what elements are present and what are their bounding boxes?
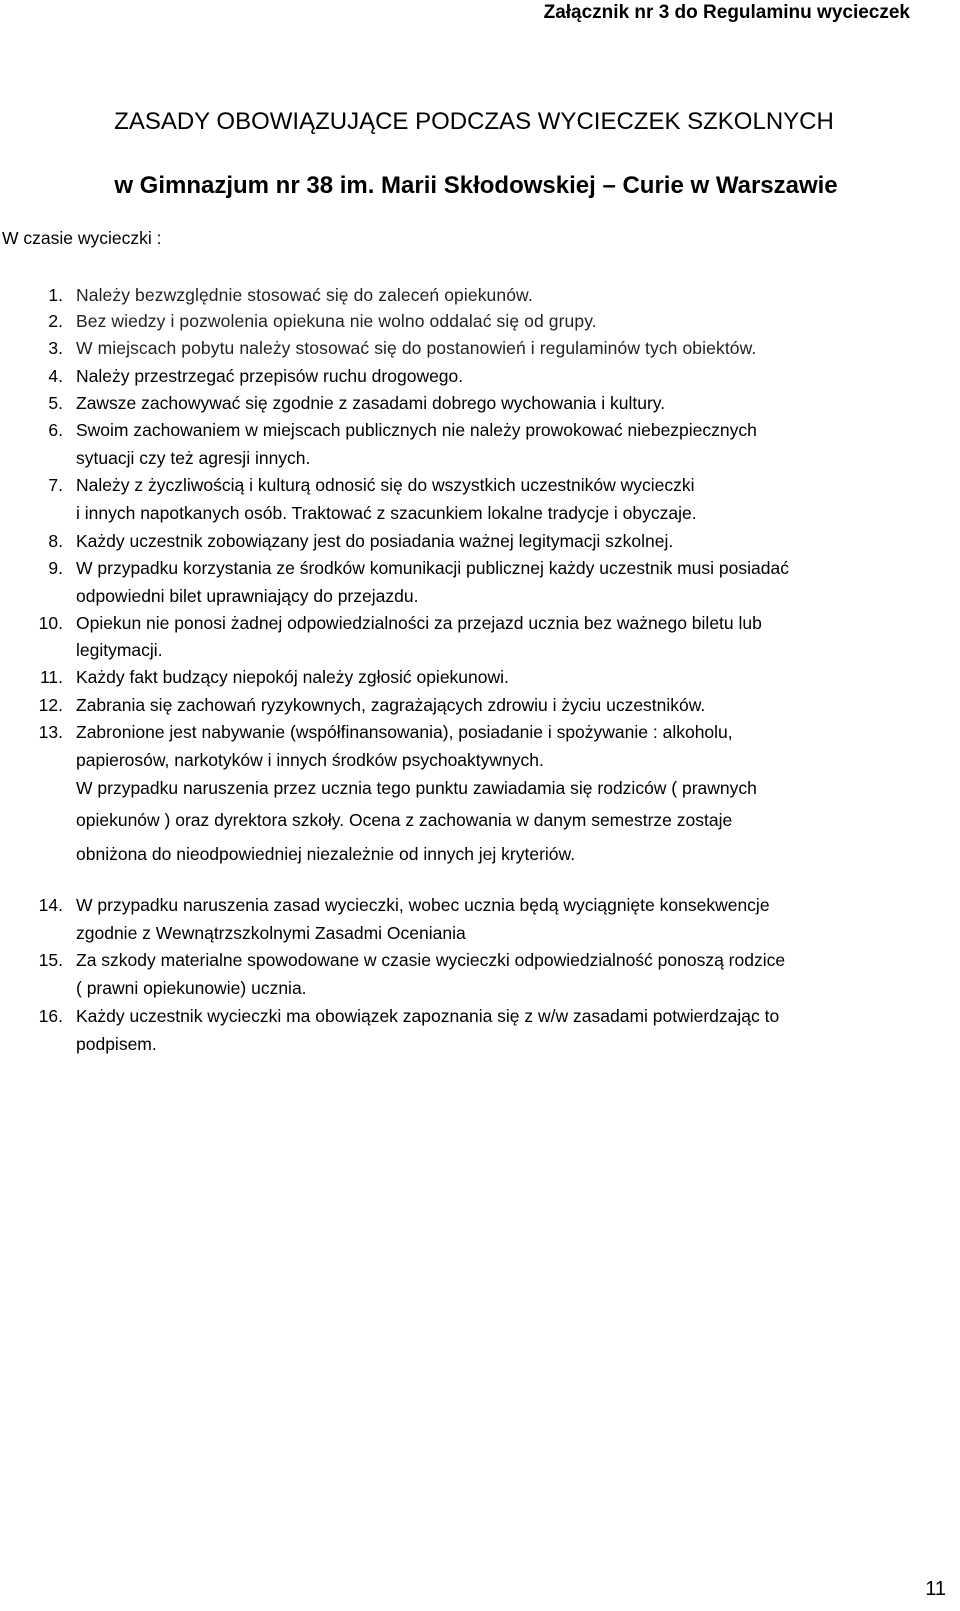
page-number: 11 (925, 1578, 946, 1600)
rule-text-line: Należy bezwzględnie stosować się do zaleceń opiekunów. (76, 285, 533, 305)
rule-text-line: Swoim zachowaniem w miejscach publicznych nie należy prowokować niebezpiecznych (76, 420, 757, 440)
rule-text-line: sytuacji czy też agresji innych. (76, 448, 311, 468)
rule-number: 8. (48, 531, 63, 551)
rule-text-line: ( prawni opiekunowie) ucznia. (76, 978, 307, 998)
rule-text-line: obniżona do nieodpowiedniej niezależnie od innych jej kryteriów. (76, 844, 576, 864)
rule-number: 15. (38, 950, 63, 970)
rule-text-line: zgodnie z Wewnątrzszkolnymi Zasadmi Oceniania (76, 923, 466, 943)
rule-number: 13. (38, 722, 63, 742)
rule-text-line: W przypadku naruszenia zasad wycieczki, wobec ucznia będą wyciągnięte konsekwencje (76, 895, 770, 915)
rule-number: 6. (48, 420, 63, 440)
rule-number: 2. (48, 311, 63, 331)
rule-text-line: Za szkody materialne spowodowane w czasie wycieczki odpowiedzialność ponoszą rodzice (76, 950, 786, 970)
rule-text-line: Każdy fakt budzący niepokój należy zgłosić opiekunowi. (76, 667, 509, 687)
rule-number: 7. (48, 475, 63, 495)
rule-number: 14. (38, 895, 63, 915)
rule-number: 1. (48, 285, 63, 305)
rule-text-line: i innych napotkanych osób. Traktować z szacunkiem lokalne tradycje i obyczaje. (76, 503, 697, 523)
rule-number: 16. (38, 1006, 63, 1026)
intro-text: W czasie wycieczki : (2, 228, 162, 248)
rule-text-line: W przypadku korzystania ze środków komunikacji publicznej każdy uczestnik musi posiadać (76, 558, 789, 578)
school-name: w Gimnazjum nr 38 im. Marii Skłodowskiej – Curie w Warszawie (114, 172, 838, 199)
rule-text-line: legitymacji. (76, 640, 163, 660)
rule-number: 11. (39, 667, 63, 687)
rule-text-line: Każdy uczestnik zobowiązany jest do posiadania ważnej legitymacji szkolnej. (76, 531, 674, 551)
rule-text-line: Zabrania się zachowań ryzykownych, zagrażających zdrowiu i życiu uczestników. (76, 695, 706, 715)
rule-number: 5. (48, 393, 63, 413)
rule-text-line: odpowiedni bilet uprawniający do przejazdu. (76, 586, 419, 606)
rule-number: 10. (38, 613, 63, 633)
rule-text-line: W miejscach pobytu należy stosować się do postanowień i regulaminów tych obiektów. (76, 338, 757, 358)
attachment-note: Załącznik nr 3 do Regulaminu wycieczek (543, 2, 910, 23)
rule-text-line: Bez wiedzy i pozwolenia opiekuna nie wolno oddalać się od grupy. (76, 311, 597, 331)
rule-text-line: papierosów, narkotyków i innych środków psychoaktywnych. (76, 750, 544, 770)
rule-text-line: Należy przestrzegać przepisów ruchu drogowego. (76, 366, 464, 386)
rule-text-line: Zawsze zachowywać się zgodnie z zasadami dobrego wychowania i kultury. (76, 393, 666, 413)
rule-number: 3. (48, 338, 63, 358)
rule-text-line: W przypadku naruszenia przez ucznia tego punktu zawiadamia się rodziców ( prawnych (76, 778, 757, 798)
rule-number: 9. (48, 558, 63, 578)
document-title: ZASADY OBOWIĄZUJĄCE PODCZAS WYCIECZEK SZKOLNYCH (114, 108, 834, 135)
rule-text-line: Opiekun nie ponosi żadnej odpowiedzialności za przejazd ucznia bez ważnego biletu lub (76, 613, 762, 633)
rule-text-line: Należy z życzliwością i kulturą odnosić się do wszystkich uczestników wycieczki (76, 475, 695, 495)
rule-text-line: Każdy uczestnik wycieczki ma obowiązek zapoznania się z w/w zasadami potwierdzając to (76, 1006, 780, 1026)
rule-text-line: Zabronione jest nabywanie (współfinansowania), posiadanie i spożywanie : alkoholu, (76, 722, 733, 742)
rule-text-line: podpisem. (76, 1034, 157, 1054)
rule-number: 12. (38, 695, 63, 715)
rule-text-line: opiekunów ) oraz dyrektora szkoły. Ocena z zachowania w danym semestrze zostaje (76, 810, 733, 830)
rule-number: 4. (48, 366, 63, 386)
